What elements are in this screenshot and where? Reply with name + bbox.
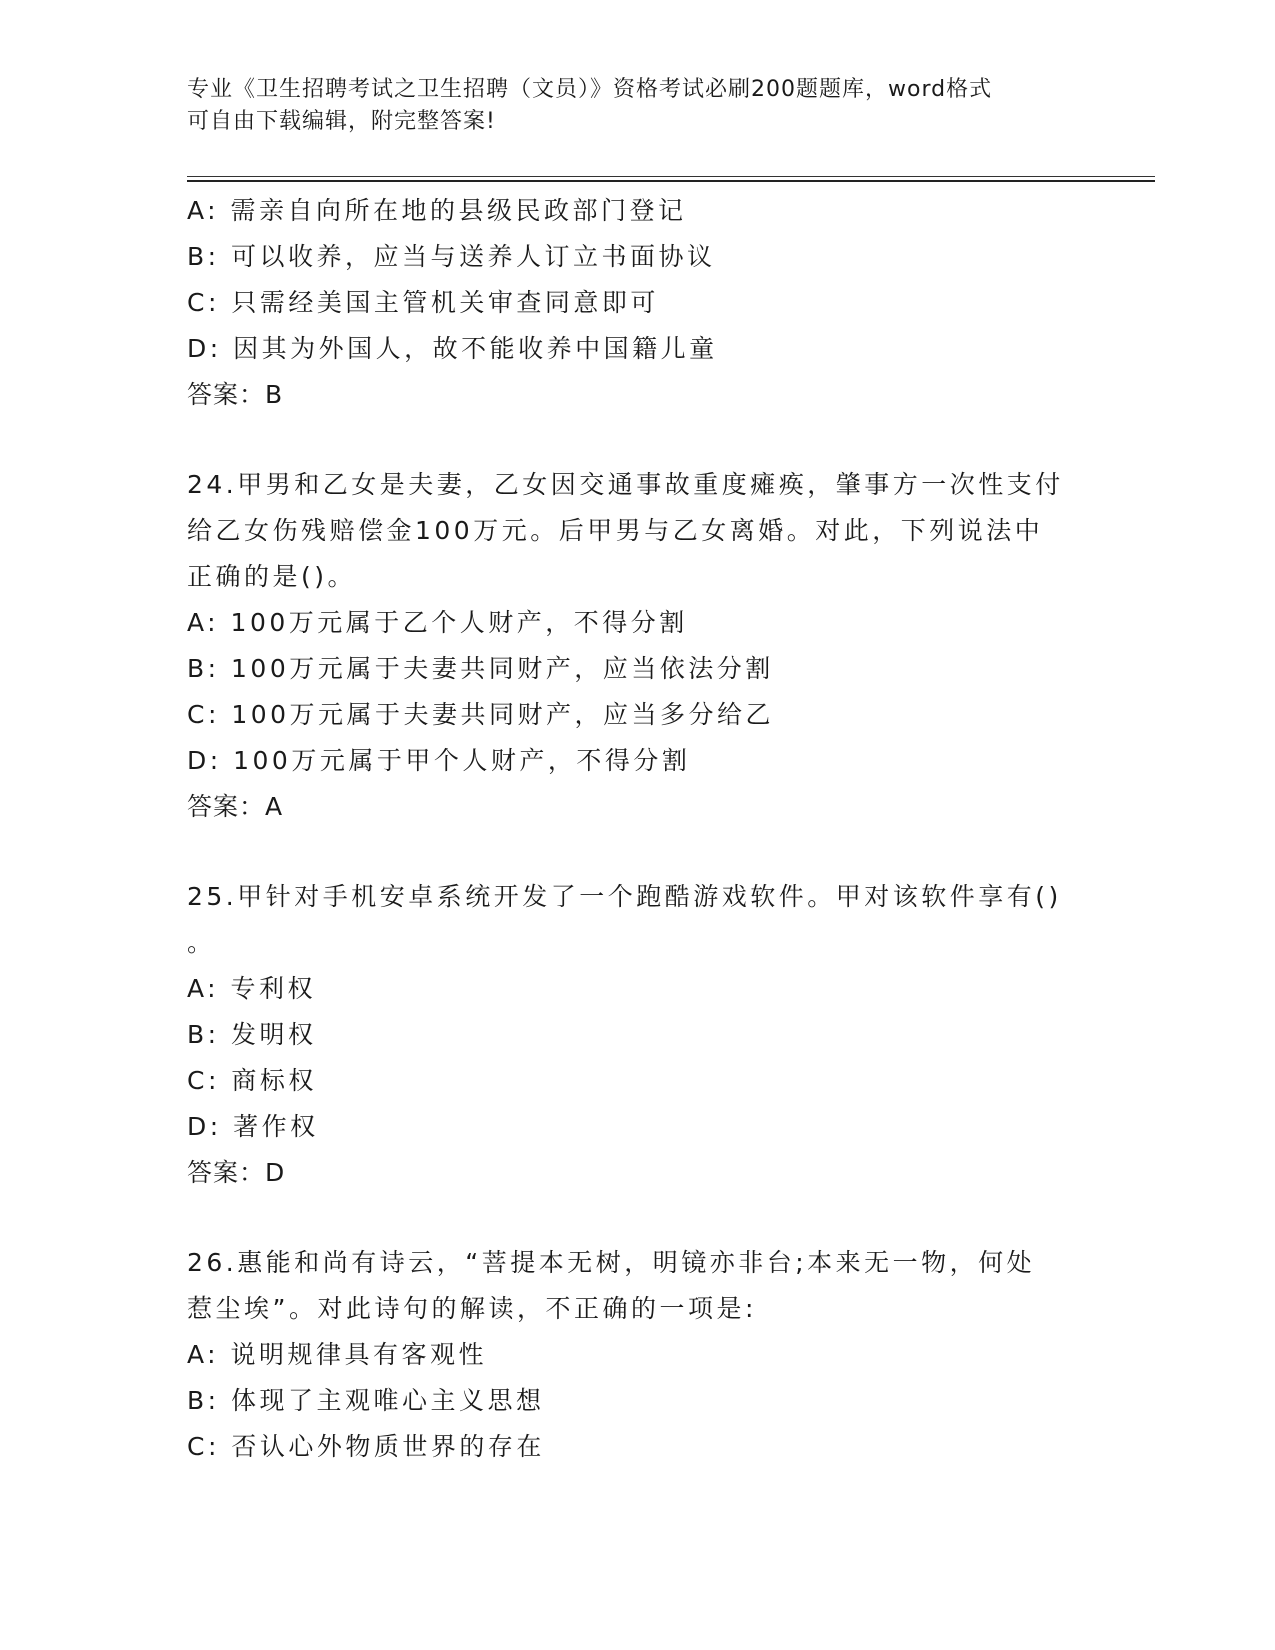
question-24 [187,462,1087,830]
option-a: A: 专利权 [187,974,317,1003]
question-stem-line: 26.惠能和尚有诗云，“菩提本无树，明镜亦非台;本来无一物，何处 [187,1248,1036,1277]
question-stem-line: 惹尘埃”。对此诗句的解读，不正确的一项是: [187,1294,757,1323]
option-d: D: 100万元属于甲个人财产，不得分割 [187,746,691,775]
header-divider-thick [187,180,1155,182]
question-stem-line: 。 [187,928,216,957]
header-divider-thin [187,176,1155,177]
option-b: B: 发明权 [187,1020,317,1049]
answer-line: 答案：B [187,380,284,409]
question-stem-line: 给乙女伤残赔偿金100万元。后甲男与乙女离婚。对此，下列说法中 [187,516,1044,545]
option-c: C: 100万元属于夫妻共同财产，应当多分给乙 [187,700,775,729]
option-c: C: 只需经美国主管机关审查同意即可 [187,288,659,317]
option-c: C: 商标权 [187,1066,317,1095]
option-d: D: 因其为外国人，故不能收养中国籍儿童 [187,334,718,363]
option-a: A: 说明规律具有客观性 [187,1340,488,1369]
question-26 [187,1240,1087,1470]
option-a: A: 需亲自向所在地的县级民政部门登记 [187,196,687,225]
question-25 [187,874,1087,1196]
document-header [187,74,1087,138]
option-b: B: 可以收养，应当与送养人订立书面协议 [187,242,716,271]
option-b: B: 100万元属于夫妻共同财产，应当依法分割 [187,654,774,683]
question-stem-line: 25.甲针对手机安卓系统开发了一个跑酷游戏软件。甲对该软件享有() [187,882,1062,911]
header-title-line-2: 可自由下载编辑，附完整答案! [187,109,496,134]
question-list [187,188,1087,1470]
question-stem-line: 24.甲男和乙女是夫妻，乙女因交通事故重度瘫痪，肇事方一次性支付 [187,470,1064,499]
option-c: C: 否认心外物质世界的存在 [187,1432,545,1461]
spacer [187,830,1087,874]
answer-line: 答案：A [187,792,284,821]
answer-line: 答案：D [187,1158,286,1187]
option-b: B: 体现了主观唯心主义思想 [187,1386,545,1415]
option-d: D: 著作权 [187,1112,319,1141]
header-title-line-1: 专业《卫生招聘考试之卫生招聘（文员）》资格考试必刷200题题库，word格式 [187,77,993,102]
spacer [187,1196,1087,1240]
option-a: A: 100万元属于乙个人财产，不得分割 [187,608,688,637]
question-stem-line: 正确的是()。 [187,562,357,591]
question-23-continued [187,188,1087,418]
spacer [187,418,1087,462]
